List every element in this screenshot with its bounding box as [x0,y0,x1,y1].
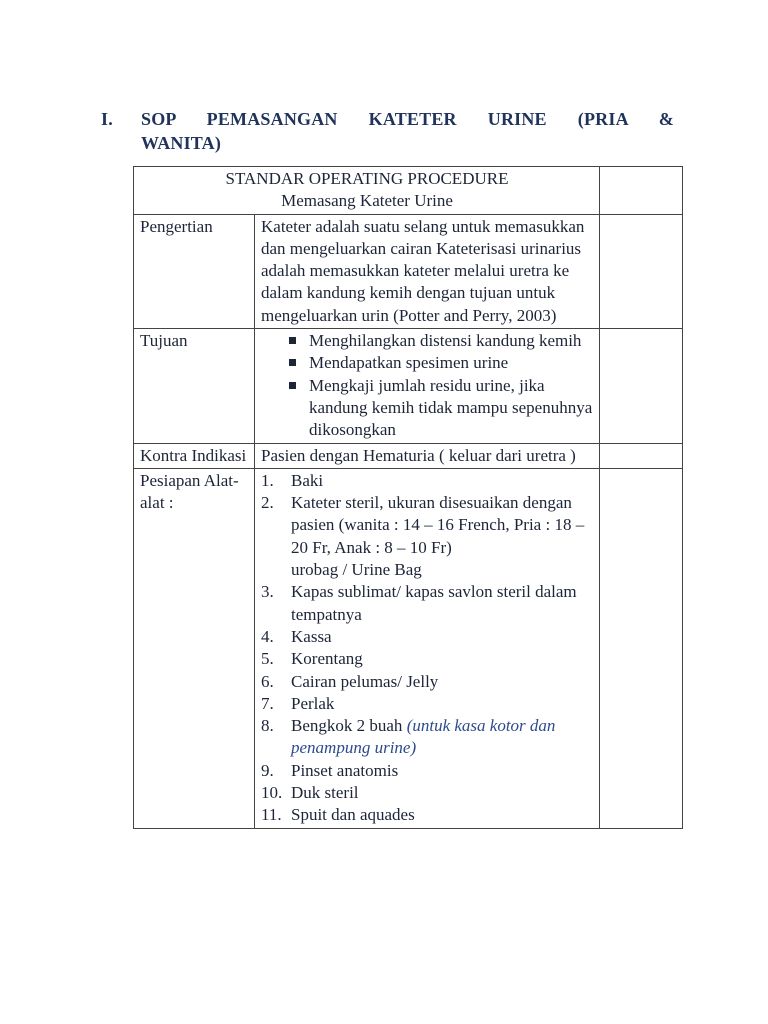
kontra-row [134,443,683,468]
sop-table [133,166,683,829]
persiapan-list [261,470,594,827]
section-heading [101,107,674,155]
empty-cell [600,214,683,328]
tujuan-list [261,330,594,441]
tujuan-cell [255,329,600,443]
sop-title: STANDAR OPERATING PROCEDURE [225,169,509,188]
persiapan-row [134,468,683,828]
persiapan-label: Pesiapan Alat-alat : [134,468,255,828]
empty-cell [600,443,683,468]
list-item: Mengkaji jumlah residu urine, jika kandung kemih tidak mampu sepenuhnya dikosongkan [261,375,594,442]
list-item: 11. Spuit dan aquades [261,805,415,825]
empty-cell [600,329,683,443]
sop-subtitle: Memasang Kateter Urine [281,191,453,211]
section-number: I. [101,109,113,129]
bullet-square-icon [289,359,296,366]
kontra-label: Kontra Indikasi [134,443,255,468]
bullet-square-icon [289,382,296,389]
list-item: Menghilangkan distensi kandung kemih [261,330,594,352]
list-item-note: (untuk kasa kotor dan penampung urine) [291,716,556,758]
empty-cell [600,167,683,215]
header-cell [134,167,600,215]
empty-cell [600,468,683,828]
list-item: Mendapatkan spesimen urine [261,352,594,374]
list-item-extra: urobag / Urine Bag [291,560,422,580]
list-item: 3. Kapas sublimat/ kapas savlon steril dalam tempatnya [261,582,577,624]
bullet-square-icon [289,337,296,344]
list-item: 9. Pinset anatomis [261,760,399,780]
section-title-line1: SOP PEMASANGAN KATETER URINE (PRIA & [141,109,674,129]
list-item: 2. Kateter steril, ukuran disesuaikan dengan pasien (wanita : 14 – 16 French, Pria : 18 – 20 Fr, Anak : 8 – 10 Fr) urobag / Urine Bag [261,492,594,581]
list-item: 8. Bengkok 2 buah (untuk kasa kotor dan penampung urine) [261,716,556,758]
list-item: 4. Kassa [261,626,332,646]
kontra-text: Pasien dengan Hematuria ( keluar dari uretra ) [255,443,600,468]
tujuan-label: Tujuan [134,329,255,443]
pengertian-row [134,214,683,328]
pengertian-text: Kateter adalah suatu selang untuk memasukkan dan mengeluarkan cairan Kateterisasi urinarius adalah memasukkan kateter melalui uretra ke dalam kandung kemih dengan tujuan untuk mengeluarkan urin (Potter and Perry, 2003) [255,214,600,328]
list-item: 5. Korentang [261,649,363,669]
tujuan-row [134,329,683,443]
list-item: 1. Baki [261,470,324,490]
persiapan-cell [255,468,600,828]
list-item: 6. Cairan pelumas/ Jelly [261,671,439,691]
header-row [134,167,683,215]
list-item: 7. Perlak [261,693,335,713]
list-item: 10. Duk steril [261,783,359,803]
pengertian-label: Pengertian [134,214,255,328]
section-title-line2: WANITA) [141,133,222,153]
